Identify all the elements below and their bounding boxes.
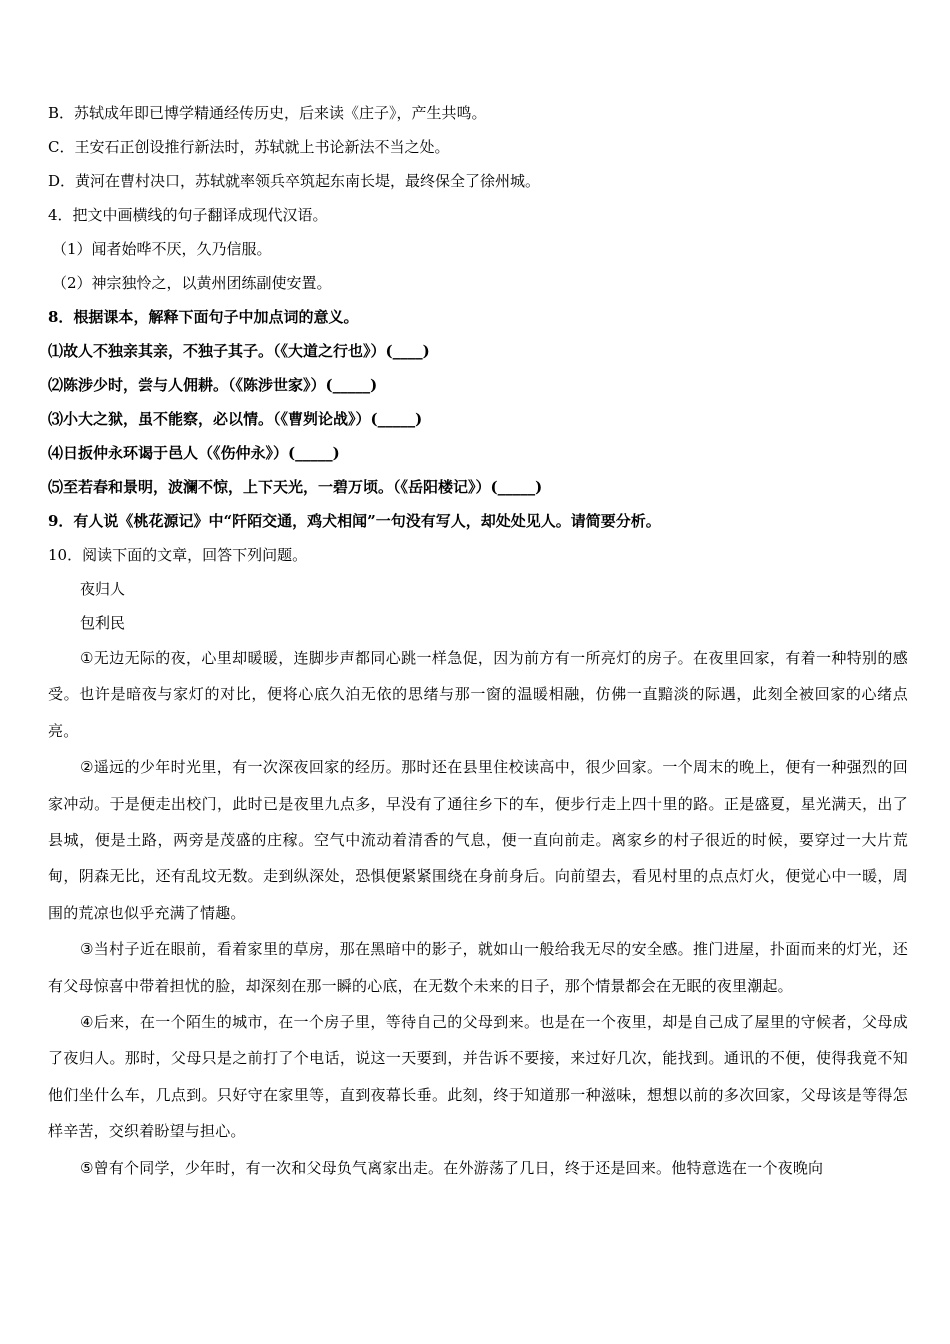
- q4-item-2: （2）神宗独怜之，以黄州团练副使安置。: [52, 274, 332, 292]
- article-paragraph-1: ①无边无际的夜，心里却暖暖，连脚步声都同心跳一样急促，因为前方有一所亮灯的房子。在夜里回家，有着一种特别的感受。也许是暗夜与家灯的对比，便将心底久泊无依的思绪与那一窗的温暖相融，仿佛一直黯淡的际遇，此刻全被回家的心绪点亮。: [48, 649, 908, 740]
- article-paragraph-2: ②遥远的少年时光里，有一次深夜回家的经历。那时还在县里住校读高中，很少回家。一个周末的晚上，便有一种强烈的回家冲动。于是便走出校门，此时已是夜里九点多，早没有了通往乡下的车，便步行走上四十里的路。正是盛夏，星光满天，出了县城，便是土路，两旁是茂盛的庄稼。空气中流动着清香的气息，便一直向前走。离家乡的村子很近的时候，要穿过一大片荒甸，阴森无比，还有乱坟无数。走到纵深处，恐惧便紧紧围绕在身前身后。向前望去，看见村里的点点灯火，便觉心中一暖，周围的荒凉也似乎充满了情趣。: [48, 758, 908, 922]
- article-author: 包利民: [80, 614, 126, 632]
- q9-prompt: 9．有人说《桃花源记》中“阡陌交通，鸡犬相闻”一句没有写人，却处处见人。请简要分析。: [48, 512, 661, 530]
- article-paragraph-5: ⑤曾有个同学，少年时，有一次和父母负气离家出走。在外游荡了几日，终于还是回来。他特意选在一个夜晚向: [80, 1158, 824, 1177]
- exam-page: [48, 96, 908, 1186]
- article-title: 夜归人: [80, 580, 126, 598]
- q4-item-1: （1）闻者始哗不厌，久乃信服。: [52, 240, 272, 258]
- q8-item-4: ⑷日扳仲永环谒于邑人（《伤仲永》）(_____): [48, 444, 340, 462]
- q3-option-d: D．黄河在曹村决口，苏轼就率领兵卒筑起东南长堤，最终保全了徐州城。: [48, 172, 541, 190]
- q8-item-1: ⑴故人不独亲其亲，不独子其子。（《大道之行也》）(____): [48, 342, 430, 360]
- q8-prompt: 8．根据课本，解释下面句子中加点词的意义。: [48, 308, 359, 326]
- q10-prompt: 10．阅读下面的文章，回答下列问题。: [48, 546, 308, 564]
- q3-option-b: B．苏轼成年即已博学精通经传历史，后来读《庄子》，产生共鸣。: [48, 104, 487, 122]
- q8-item-2: ⑵陈涉少时，尝与人佣耕。（《陈涉世家》）(_____): [48, 376, 378, 394]
- article-paragraph-3: ③当村子近在眼前，看着家里的草房，那在黑暗中的影子，就如山一般给我无尽的安全感。推门进屋，扑面而来的灯光，还有父母惊喜中带着担忧的脸，却深刻在那一瞬的心底，在无数个未来的日子，那个情景都会在无眠的夜里潮起。: [48, 940, 908, 995]
- q3-option-c: C．王安石正创设推行新法时，苏轼就上书论新法不当之处。: [48, 138, 450, 156]
- q8-item-5: ⑸至若春和景明，波澜不惊，上下天光，一碧万顷。（《岳阳楼记》）(_____): [48, 478, 543, 496]
- q4-prompt: 4．把文中画横线的句子翻译成现代汉语。: [48, 206, 328, 224]
- q8-item-3: ⑶小大之狱，虽不能察，必以情。（《曹刿论战》）(_____): [48, 410, 423, 428]
- article-paragraph-4: ④后来，在一个陌生的城市，在一个房子里，等待自己的父母到来。也是在一个夜里，却是自己成了屋里的守候者，父母成了夜归人。那时，父母只是之前打了个电话，说这一天要到，并告诉不要接，来过好几次，能找到。通讯的不便，使得我竟不知他们坐什么车，几点到。只好守在家里等，直到夜幕长垂。此刻，终于知道那一种滋味，想想以前的多次回家，父母该是等得怎样辛苦，交织着盼望与担心。: [48, 1013, 908, 1141]
